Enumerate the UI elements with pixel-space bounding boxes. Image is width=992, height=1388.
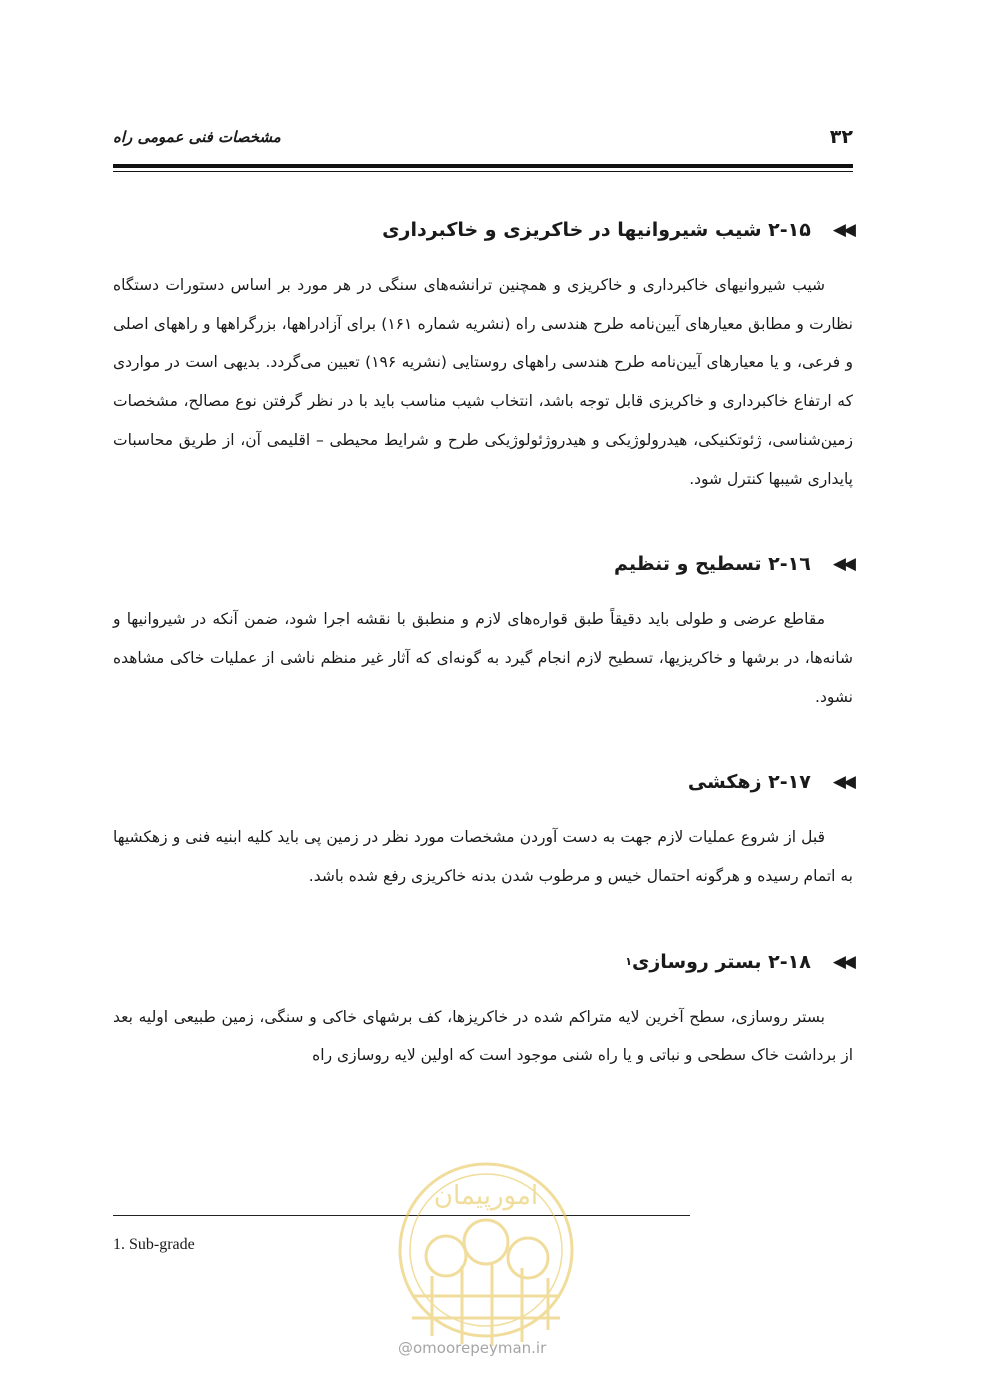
section-title: ۲-۱۸ بستر روسازی bbox=[631, 950, 811, 973]
watermark-text: @omoorepeyman.ir bbox=[398, 1339, 547, 1357]
watermark-logo-text: امورپیمان bbox=[433, 1181, 539, 1211]
section-2-17 bbox=[113, 764, 853, 895]
section-paragraph: شیب شیروانیهای خاکبرداری و خاکریزی و همچنین ترانشه‌های سنگی در هر مورد بر اساس دستورات دستگاه نظارت و مطابق معیارهای آیین‌نامه طرح هندسی راه (نشریه شماره ۱۶۱) برای آزادراهها، بزرگراهها و راههای اصلی و فرعی، و یا معیارهای آیین‌نامه طرح هندسی راههای روستایی (نشریه ۱۹۶) تعیین می‌گردد. بدیهی است در مواردی که ارتفاع خاکبرداری و خاکریزی قابل توجه باشد، انتخاب شیب مناسب باید با در نظر گرفتن نوع مصالح، مشخصات زمین‌شناسی، ژئوتکنیکی، هیدرولوژیکی و هیدروژئولوژیکی طرح و شرایط محیطی – اقلیمی آن، از طریق محاسبات پایداری شیبها کنترل شود. bbox=[113, 276, 854, 488]
section-heading bbox=[113, 944, 853, 980]
section-title: ۲-۱٦ تسطیح و تنظیم bbox=[614, 553, 811, 576]
double-arrow-icon: ◀◀ bbox=[832, 220, 853, 240]
section-paragraph: قبل از شروع عملیات لازم جهت به دست آوردن مشخصات مورد نظر در زمین پی باید کلیه ابنیه فنی و زهکشیها به اتمام رسیده و هرگونه احتمال خیس و مرطوب شدن بدنه خاکریزی رفع شده باشد. bbox=[113, 828, 853, 886]
footnote-marker: ۱ bbox=[625, 955, 632, 969]
page-content bbox=[113, 212, 853, 1075]
section-2-15 bbox=[113, 212, 853, 498]
section-2-16 bbox=[113, 546, 853, 716]
section-paragraph: بستر روسازی، سطح آخرین لایه متراکم شده در خاکریزها، کف برشهای خاکی و سنگی، زمین طبیعی اولیه بعد از برداشت خاک سطحی و نباتی و یا راه شنی موجود است که اولین لایه روسازی راه bbox=[113, 1007, 853, 1065]
section-heading bbox=[113, 546, 853, 582]
page-header bbox=[113, 126, 853, 156]
header-rule-thick bbox=[113, 164, 853, 168]
double-arrow-icon: ◀◀ bbox=[832, 951, 853, 972]
double-arrow-icon: ◀◀ bbox=[832, 772, 853, 793]
watermark-logo bbox=[372, 1146, 600, 1358]
section-paragraph: مقاطع عرضی و طولی باید دقیقاً طبق قواره‌های لازم و منطبق با نقشه اجرا شود، ضمن آنکه در شیروانیها و شانه‌ها، در برشها و خاکریزیها، تسطیح لازم انجام گیرد به گونه‌ای که آثار غیر منظم ناشی از عملیات خاکی مشاهده نشود. bbox=[113, 610, 853, 706]
section-heading bbox=[113, 212, 853, 248]
page-number: ۳۲ bbox=[829, 126, 853, 148]
double-arrow-icon: ◀◀ bbox=[832, 554, 853, 575]
section-2-18 bbox=[113, 944, 853, 1075]
footnote: 1. Sub-grade bbox=[113, 1236, 195, 1253]
section-title: ۲-۱۷ زهکشی bbox=[687, 771, 811, 794]
running-title: مشخصات فنی عمومی راه bbox=[113, 128, 281, 146]
section-heading bbox=[113, 764, 853, 800]
header-rule-thin bbox=[113, 171, 853, 172]
section-title: ۲-۱۵ شیب شیروانیها در خاکریزی و خاکبرداری bbox=[382, 219, 811, 241]
